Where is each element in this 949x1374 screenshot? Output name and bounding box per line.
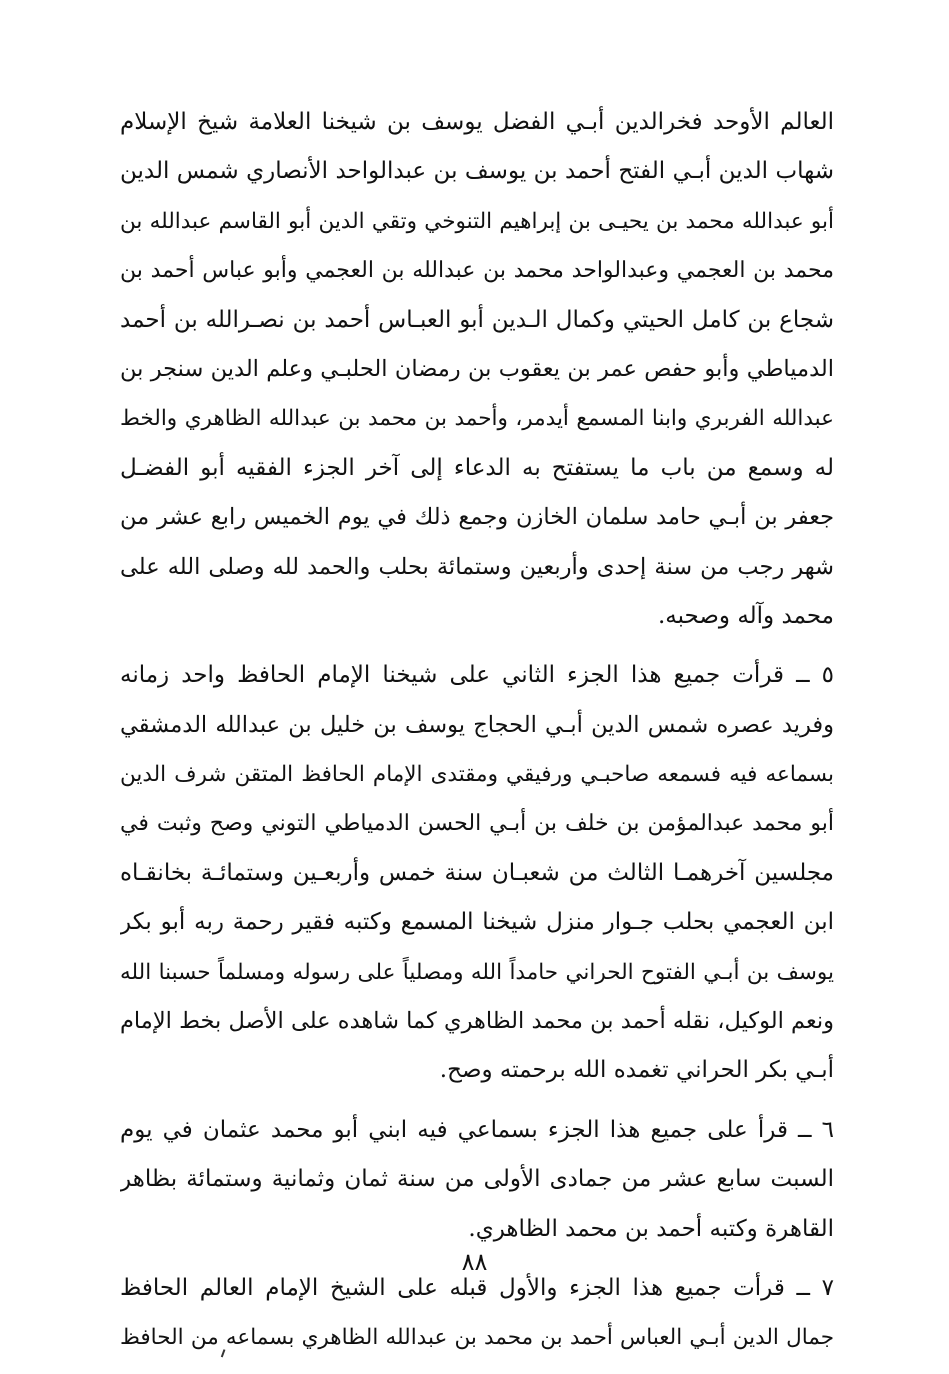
text-line: ونعم الوكيل، نقله أحمد بن محمد الظاهري كما شاهده على الأصل بخط الإمام: [120, 1008, 834, 1035]
text-line: بسماعه فيه فسمعه صاحبـي ورفيقي ومقتدى الإمام الحافظ المتقن شرف الدين: [120, 762, 834, 788]
text-line: شجاع بن كامل الحيتي وكمال الـدين أبو العبـاس أحمد بن نصـرالله بن أحمد: [120, 306, 834, 333]
text-line: ٧ ــ قرأت جميع هذا الجزء والأول قبله على الشيخ الإمام العالم الحافظ: [120, 1274, 834, 1301]
text-line: عبدالله الفربري وابنا المسمع أيدمر، وأحمد بن محمد بن عبدالله الظاهري والخط: [120, 406, 834, 432]
text-line: محمد وآله وصحبه.: [657, 602, 834, 629]
text-line: ابن العجمي بحلب جـوار منزل شيخنا المسمع وكتبه فقير رحمة ربه أبو بكر: [120, 909, 834, 936]
paragraph-5: [120, 651, 834, 1096]
text-line: ٦ ــ قرأ على جميع هذا الجزء بسماعي فيه ابني أبو محمد عثمان في يوم: [120, 1116, 834, 1143]
paragraph-gap: [120, 1096, 834, 1106]
text-line: وفريد عصره شمس الدين أبـي الحجاج يوسف بن خليل بن عبدالله الدمشقي: [120, 711, 834, 738]
text-line: مجلسين آخرهمـا الثالث من شعبـان سنة خمس وأربعـين وستمائـة بخانقـاه: [120, 859, 834, 886]
text-line: شهاب الدين أبـي الفتح أحمد بن يوسف بن عبدالواحد الأنصاري شمس الدين: [120, 158, 834, 185]
paragraph-1: [120, 98, 834, 641]
text-line: الدمياطي وأبو حفص عمر بن يعقوب بن رمضان الحلبـي وعلم الدين سنجر بن: [120, 355, 834, 382]
paragraph-6: [120, 1106, 834, 1254]
text-line: أبو عبدالله محمد بن يحيـى بن إبراهيم التنوخي وتقي الدين أبو القاسم عبدالله بن: [120, 208, 834, 234]
text-line: القاهرة وكتبه أحمد بن محمد الظاهري.: [468, 1215, 834, 1242]
text-line: له وسمع من باب ما يستفتح به الدعاء إلى آخر الجزء الفقيه أبو الفضـل: [120, 454, 834, 481]
paragraph-7: [120, 1264, 834, 1363]
text-line: أبو محمد عبدالمؤمن بن خلف بن أبـي الحسن الدمياطي التوني وصح وثبت في: [120, 811, 834, 837]
text-line: أبـي بكر الحراني تغمده الله برحمته وصح.: [439, 1057, 834, 1084]
text-line: السبت سابع عشر من جمادى الأولى من سنة ثمان وثمانية وستمائة بظاهر: [120, 1166, 834, 1193]
text-line: ٥ ــ قرأت جميع هذا الجزء الثاني على شيخنا الإمام الحافظ واحد زمانه: [120, 662, 834, 689]
page-number: ٨٨: [461, 1248, 488, 1276]
page-body: [120, 98, 834, 1363]
text-line: محمد بن العجمي وعبدالواحد محمد بن عبدالله بن العجمي وأبو عباس أحمد بن: [120, 258, 834, 284]
paragraph-gap: [120, 641, 834, 651]
text-line: جمال الدين أبـي العباس أحمد بن محمد بن عبدالله الظاهري بسماعه من الحافظ: [120, 1325, 834, 1351]
text-line: شهر رجب من سنة إحدى وأربعين وستمائة بحلب والحمد لله وصلى الله على: [120, 553, 834, 580]
text-line: العالم الأوحد فخرالدين أبـي الفضل يوسف بن شيخنا العلامة شيخ الإسلام: [120, 109, 834, 135]
text-line: يوسف بن أبـي الفتوح الحراني حامداً الله ومصلياً على رسوله ومسلماً حسبنا الله: [120, 959, 834, 985]
text-line: جعفر بن أبـي حامد سلمان الخازن وجمع ذلك في يوم الخميس رابع عشر من: [120, 504, 834, 531]
